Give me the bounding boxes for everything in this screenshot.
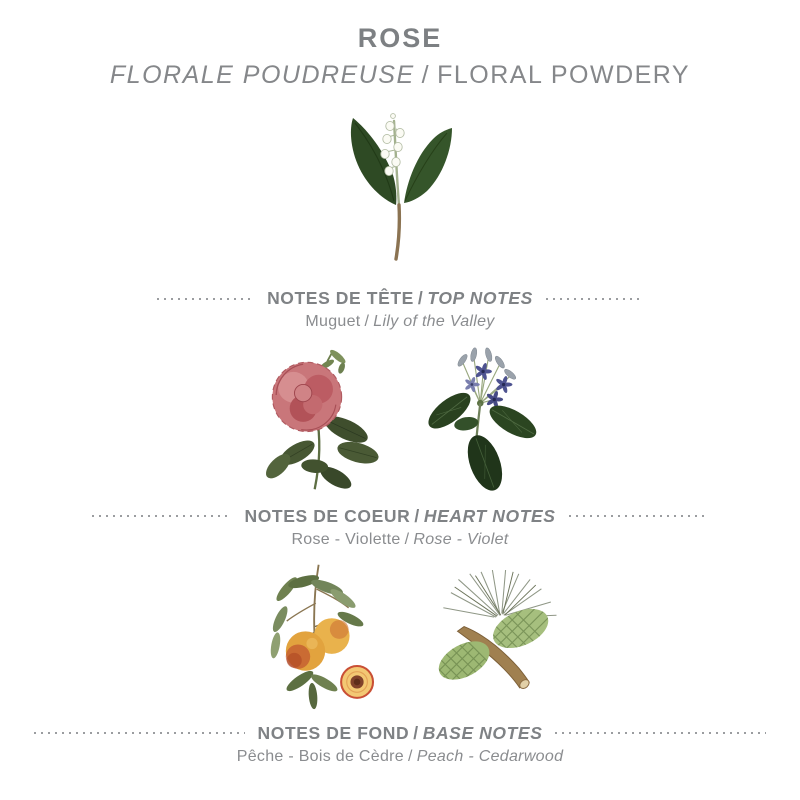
top-notes-label [267,288,533,309]
base-notes-label-english: BASE NOTES [422,722,543,743]
top-notes-label-french: NOTES DE TÊTE [267,288,414,309]
peach-illustration [233,561,393,711]
base-notes-ingredients-english: Peach - Cedarwood [416,747,564,765]
page-title: ROSE [357,23,443,53]
base-notes-ingredients-french: Pêche - Bois de Cèdre [236,747,404,765]
base-notes-ingredients [0,747,800,766]
top-notes-ingredients-english: Lily of the Valley [373,313,495,331]
dotted-line-left [157,298,254,300]
subtitle-english: FLORAL POWDERY [437,60,691,89]
lily-of-the-valley-illustration [325,105,475,261]
ingredients-separator: / [404,530,410,548]
base-notes-label-french: NOTES DE FOND [257,722,410,743]
dotted-line-left [34,732,245,734]
heart-notes-ingredients [0,530,800,549]
dotted-line-right [546,298,643,300]
heart-notes-ingredients-french: Rose - Violette [291,530,401,548]
subtitle-separator: / [421,60,431,89]
top-notes-header [157,288,643,309]
top-notes-label-english: TOP NOTES [427,288,533,309]
violet-illustration [414,344,554,496]
heart-notes-label [244,506,555,527]
top-notes-illustration-row [0,105,800,261]
base-notes-illustration-row [0,561,800,711]
ingredients-separator: / [364,313,370,331]
page-header [0,0,800,89]
base-notes-header [34,723,766,744]
heart-notes-label-english: HEART NOTES [423,505,556,526]
heart-notes-illustration-row [0,344,800,496]
ingredients-separator: / [408,747,413,765]
cedar-pine-cones-illustration [413,570,568,702]
label-separator: / [414,505,420,526]
label-separator: / [413,722,419,743]
dotted-line-right [569,515,708,517]
base-notes-label [258,723,543,744]
rose-illustration [247,345,392,495]
page-subtitle [0,61,800,90]
top-notes-ingredients-french: Muguet [305,313,361,331]
dotted-line-left [92,515,231,517]
heart-notes-ingredients-english: Rose - Violet [413,530,509,548]
label-separator: / [417,288,424,309]
heart-notes-label-french: NOTES DE COEUR [244,505,411,526]
subtitle-french: FLORALE POUDREUSE [109,60,415,89]
top-notes-ingredients [0,312,800,331]
heart-notes-header [92,506,708,527]
dotted-line-right [555,732,766,734]
